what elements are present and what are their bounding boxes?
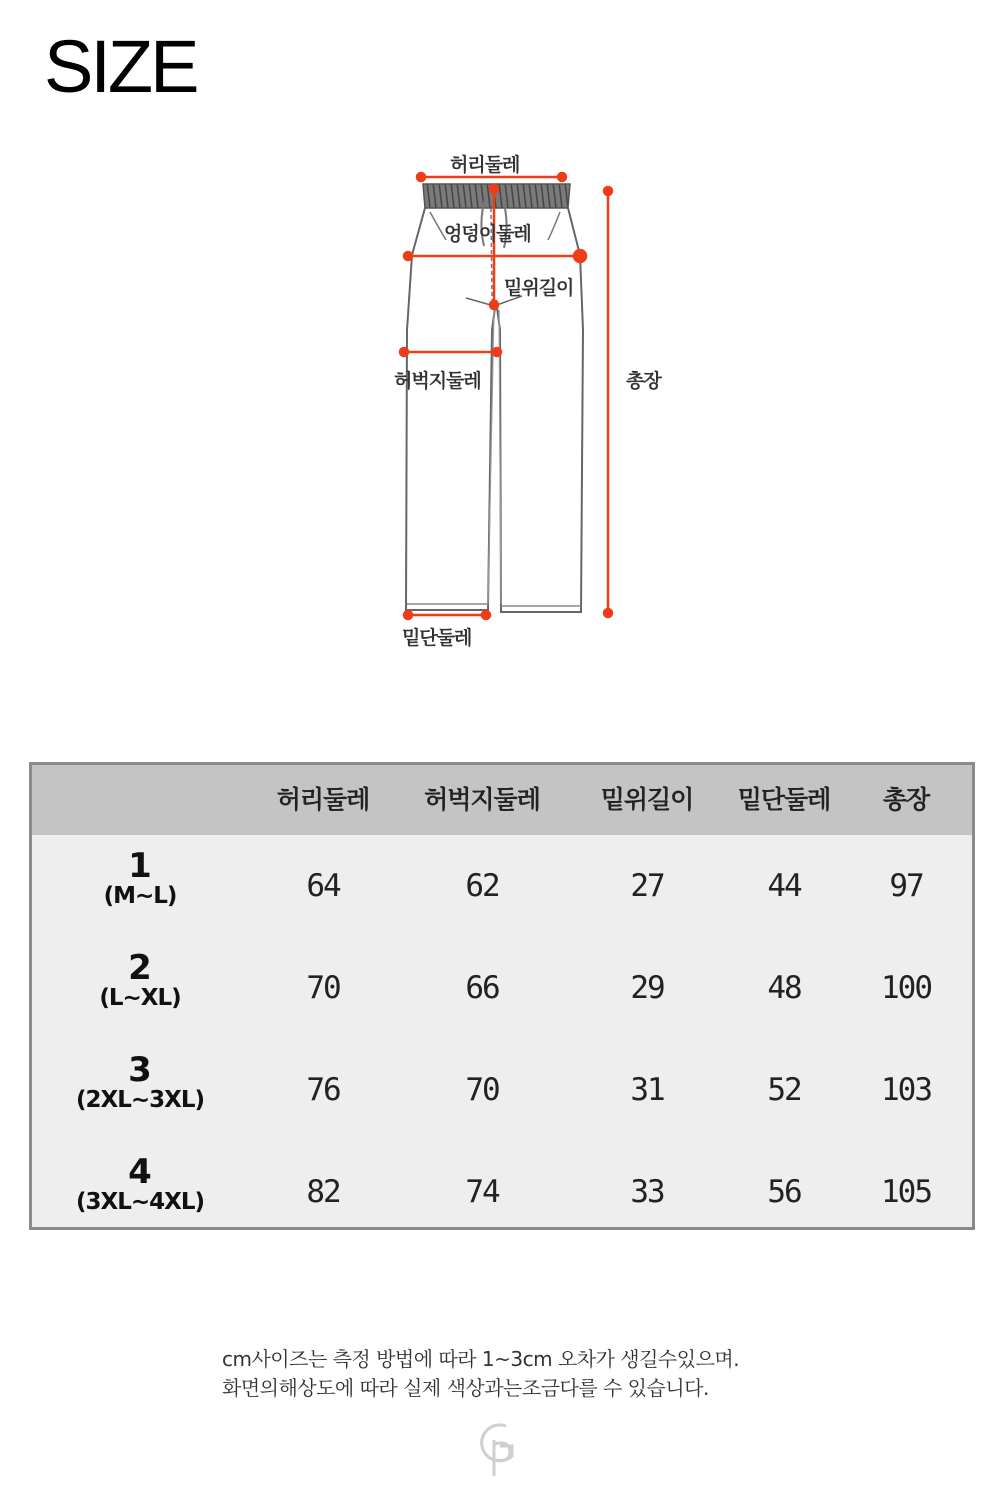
header-thigh: 허벅지둘레 — [424, 785, 540, 814]
size-table — [29, 762, 975, 1230]
value-length: 97 — [889, 868, 923, 904]
table-row — [32, 835, 972, 937]
value-hem: 48 — [767, 970, 801, 1006]
value-rise: 29 — [630, 970, 664, 1006]
size-number: 1 — [128, 846, 152, 886]
value-waist: 82 — [306, 1174, 340, 1210]
pants-diagram — [0, 0, 1000, 700]
note-line-1: cm사이즈는 측정 방법에 따라 1~3cm 오차가 생길수있으며. — [222, 1347, 740, 1371]
note-line-2: 화면의해상도에 따라 실제 색상과는조금다를 수 있습니다. — [222, 1376, 709, 1400]
value-length: 103 — [881, 1072, 931, 1108]
value-thigh: 74 — [465, 1174, 499, 1210]
rise-label: 밑위길이 — [504, 277, 574, 299]
value-waist: 70 — [306, 970, 340, 1006]
value-waist: 64 — [306, 868, 340, 904]
value-length: 100 — [881, 970, 931, 1006]
waist-label: 허리둘레 — [450, 154, 520, 176]
table-row — [32, 937, 972, 1039]
table-row — [32, 1039, 972, 1141]
header-hem: 밑단둘레 — [737, 785, 831, 814]
value-thigh: 62 — [465, 868, 499, 904]
value-thigh: 70 — [465, 1072, 499, 1108]
value-rise: 31 — [630, 1072, 664, 1108]
size-cell — [32, 1039, 248, 1141]
value-hem: 44 — [767, 868, 801, 904]
pants-illustration — [0, 0, 1000, 700]
hip-label: 엉덩이둘레 — [444, 223, 531, 245]
page-title: SIZE — [44, 25, 197, 108]
size-number: 3 — [128, 1050, 152, 1090]
gp-logo-icon — [474, 1420, 526, 1480]
value-hem: 56 — [767, 1174, 801, 1210]
header-length: 총장 — [882, 785, 930, 814]
header-rise: 밑위길이 — [600, 785, 694, 814]
table-header — [32, 765, 972, 835]
header-waist: 허리둘레 — [276, 785, 370, 814]
size-range: (L~XL) — [99, 985, 181, 1011]
hem-label: 밑단둘레 — [402, 627, 472, 649]
value-hem: 52 — [767, 1072, 801, 1108]
value-rise: 33 — [630, 1174, 664, 1210]
right-pocket — [548, 212, 560, 240]
size-cell — [32, 835, 248, 937]
value-waist: 76 — [306, 1072, 340, 1108]
size-range: (M~L) — [103, 883, 177, 909]
size-number: 2 — [128, 948, 152, 988]
table-row — [32, 1141, 972, 1227]
size-cell — [32, 937, 248, 1039]
thigh-label: 허벅지둘레 — [394, 370, 481, 392]
size-note — [222, 1345, 739, 1403]
value-length: 105 — [881, 1174, 931, 1210]
length-label: 총장 — [626, 370, 661, 392]
size-cell — [32, 1141, 248, 1243]
value-thigh: 66 — [465, 970, 499, 1006]
size-range: (3XL~4XL) — [75, 1189, 205, 1215]
value-rise: 27 — [630, 868, 664, 904]
size-number: 4 — [128, 1152, 152, 1192]
size-range: (2XL~3XL) — [75, 1087, 205, 1113]
